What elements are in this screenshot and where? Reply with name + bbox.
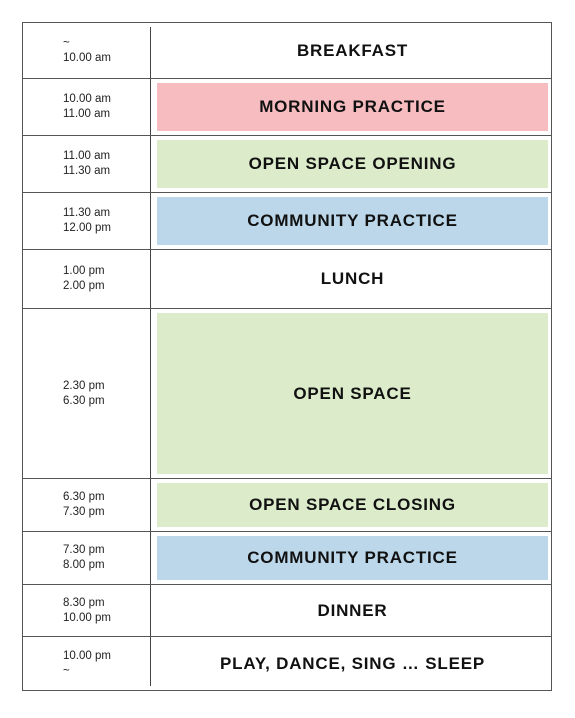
end-time: 7.30 pm (63, 506, 105, 518)
time-range (63, 637, 111, 691)
schedule-row (23, 637, 551, 691)
time-range (63, 193, 111, 249)
end-time: 6.30 pm (63, 394, 105, 407)
event-label: OPEN SPACE (157, 313, 548, 474)
time-range (63, 532, 105, 584)
time-range (63, 309, 105, 478)
time-range (63, 250, 105, 308)
schedule-row (23, 479, 551, 532)
time-range (63, 479, 105, 531)
end-time: 11.00 am (63, 108, 111, 120)
schedule-row (23, 79, 551, 136)
time-range (63, 23, 111, 78)
time-range (63, 585, 111, 636)
start-time: ~ (63, 36, 70, 49)
event-label: MORNING PRACTICE (157, 83, 548, 131)
start-time: 11.00 am (63, 150, 111, 162)
schedule-row (23, 309, 551, 479)
start-time: 1.00 pm (63, 265, 105, 277)
event-label: OPEN SPACE OPENING (157, 140, 548, 188)
end-time: 10.00 am (63, 51, 111, 64)
schedule-row (23, 193, 551, 250)
event-label: BREAKFAST (296, 40, 409, 60)
schedule-row (23, 250, 551, 309)
start-time: 7.30 pm (63, 544, 105, 556)
schedule-row (23, 532, 551, 585)
end-time: ~ (63, 665, 70, 677)
event-label: COMMUNITY PRACTICE (157, 197, 548, 245)
start-time: 2.30 pm (63, 379, 105, 392)
event-label: OPEN SPACE CLOSING (157, 483, 548, 527)
end-time: 10.00 pm (63, 611, 111, 624)
start-time: 8.30 pm (63, 596, 105, 609)
schedule-row (23, 136, 551, 193)
start-time: 6.30 pm (63, 491, 105, 503)
schedule-table (22, 22, 552, 691)
schedule-row (23, 23, 551, 79)
end-time: 8.00 pm (63, 559, 105, 571)
event-label: PLAY, DANCE, SING … SLEEP (220, 654, 485, 673)
start-time: 10.00 am (63, 93, 111, 105)
end-time: 12.00 pm (63, 222, 111, 234)
event-label: LUNCH (320, 269, 385, 288)
time-range (63, 136, 110, 192)
start-time: 11.30 am (63, 207, 111, 219)
end-time: 11.30 am (63, 165, 111, 177)
end-time: 2.00 pm (63, 280, 105, 292)
event-label: COMMUNITY PRACTICE (157, 536, 548, 580)
start-time: 10.00 pm (63, 650, 111, 662)
event-label: DINNER (317, 600, 388, 620)
time-range (63, 79, 111, 135)
schedule-row (23, 585, 551, 637)
